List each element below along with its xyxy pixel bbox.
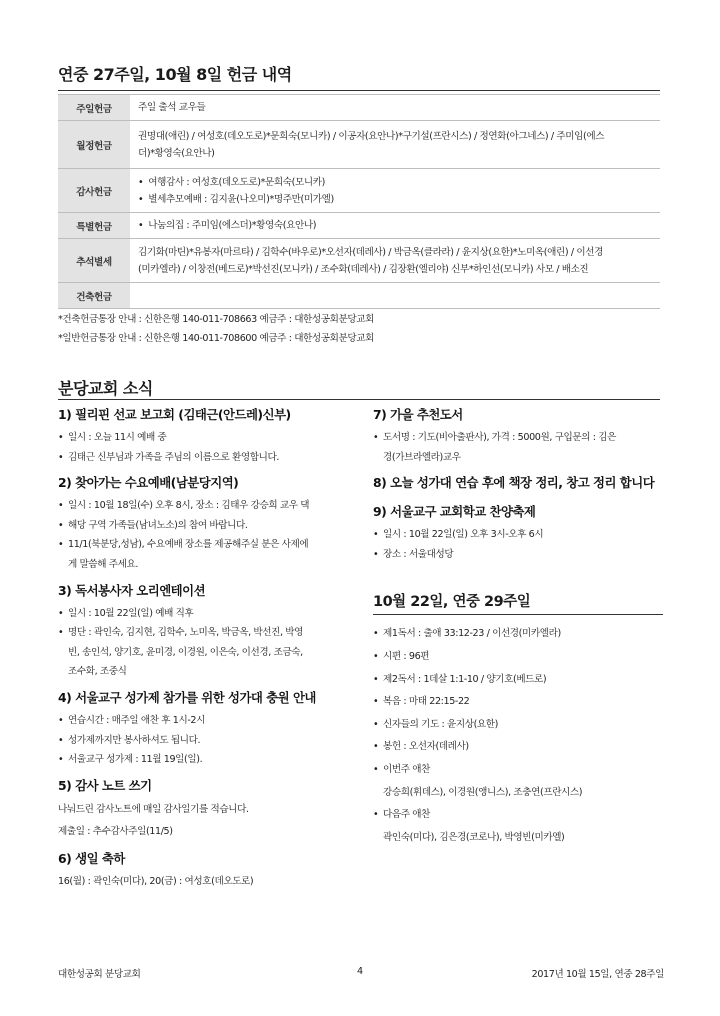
news-item xyxy=(58,405,358,467)
news-bullet: • 연습시간 : 매주일 애찬 후 1시-2시 xyxy=(58,711,358,731)
news-right-column xyxy=(373,405,663,849)
news-item-body xyxy=(58,799,358,843)
news-bullet: • 성가제까지만 봉사하셔도 됩니다. xyxy=(58,731,358,751)
news-item-title: 7) 가을 추천도서 xyxy=(373,407,463,422)
news-item xyxy=(58,776,358,843)
news-item-body xyxy=(58,496,358,574)
news-item-body xyxy=(373,525,663,564)
news-title: 분당교회 소식 xyxy=(58,379,153,398)
news-item-body xyxy=(373,428,663,467)
offering-label: 감사헌금 xyxy=(58,169,130,213)
sunday-item: • 신자들의 기도 : 윤지상(요한) xyxy=(373,714,663,737)
news-bullet-continued: 조수화, 조중식 xyxy=(68,666,127,678)
news-bullet: • 해당 구역 가족들(남녀노소)의 참여 바랍니다. xyxy=(58,516,358,536)
news-bullet: • 일시 : 10월 22일(일) 예배 직후 xyxy=(58,604,358,624)
news-item xyxy=(58,473,358,574)
offering-title-rule xyxy=(58,90,660,91)
news-bullet: • 도서명 : 기도(비아출판사), 가격 : 5000원, 구입문의 : 김은 xyxy=(373,428,663,448)
news-left-column xyxy=(58,405,358,891)
offering-row-chuseok xyxy=(58,239,660,283)
news-bullet-continued: 빈, 송인석, 양기호, 윤미경, 이경원, 이은숙, 이선경, 조금숙, xyxy=(68,646,303,658)
news-item-title: 3) 독서봉사자 오리엔테이션 xyxy=(58,582,206,598)
news-item xyxy=(58,849,358,892)
offering-label: 추석별세 xyxy=(58,239,130,283)
offering-line: 더)*황영숙(요안나) xyxy=(138,147,215,159)
offering-bullet: • 나눔의집 : 주미임(에스더)*황영숙(요안나) xyxy=(138,217,654,234)
sunday-item: • 제1독서 : 출애 33:12-23 / 이선경(미카엘라) xyxy=(373,623,663,646)
offering-value xyxy=(130,283,660,309)
news-bullet: • 일시 : 10월 18일(수) 오후 8시, 장소 : 김태우 강승희 교우 댁 xyxy=(58,496,358,516)
news-item-title: 8) 오늘 성가대 연습 후에 책장 정리, 창고 정리 합니다 xyxy=(373,475,655,491)
news-bullet: • 명단 : 곽인숙, 김지현, 김학수, 노미옥, 박금옥, 박선진, 박영 xyxy=(58,623,358,643)
offering-value xyxy=(130,121,660,169)
sunday-item: • 제2독서 : 1데살 1:1-10 / 양기호(베드로) xyxy=(373,669,663,692)
news-item xyxy=(373,405,663,467)
sunday-title: 10월 22일, 연중 29주일 xyxy=(373,594,531,611)
offering-line: 권명대(애린) / 여성호(데오도로)*문희숙(모니카) / 이공자(요안나)*구기설(프란시스) / 정연화(아그네스) / 주미임(에스 xyxy=(138,130,605,142)
news-item xyxy=(58,581,358,682)
sunday-item: • 복음 : 마태 22:15-22 xyxy=(373,691,663,714)
news-item-title: 5) 감사 노트 쓰기 xyxy=(58,777,152,793)
news-line: 나눠드린 감사노트에 매일 감사일기를 적습니다. xyxy=(58,803,249,815)
offering-label: 주일헌금 xyxy=(58,95,130,121)
offering-row-thanks xyxy=(58,169,660,213)
sunday-item: • 이번주 애찬 xyxy=(373,759,663,782)
account-notes xyxy=(58,310,374,348)
news-item xyxy=(373,473,663,491)
news-item-title: 1) 필리핀 선교 보고회 (김태근(안드레)신부) xyxy=(58,407,291,422)
footer-church-name: 대한성공회 분당교회 xyxy=(58,969,141,980)
news-bullet: • 일시 : 오늘 11시 예배 중 xyxy=(58,428,358,448)
news-bullet: • 일시 : 10월 22일(일) 오후 3시-오후 6시 xyxy=(373,525,663,545)
offering-row-sunday xyxy=(58,95,660,121)
news-line: 제출일 : 추수감사주일(11/5) xyxy=(58,825,173,837)
news-item-body xyxy=(58,872,358,892)
news-item-body xyxy=(58,711,358,770)
offering-value xyxy=(130,213,660,239)
offering-value: 주일 출석 교우들 xyxy=(130,95,660,121)
news-item-title: 6) 생일 축하 xyxy=(58,850,125,866)
sunday-item: • 다음주 애찬 xyxy=(373,804,663,827)
news-item-body xyxy=(58,428,358,467)
offering-label: 특별헌금 xyxy=(58,213,130,239)
offering-line: (미카엘라) / 이창전(베드로)*박선진(모니카) / 조수화(데레사) / 김장환(엘리야) 신부*하인선(모니카) 사모 / 배소진 xyxy=(138,263,589,275)
news-line: 16(월) : 곽인숙(미다), 20(금) : 여성호(데오도로) xyxy=(58,875,254,887)
sunday-title-rule xyxy=(373,614,663,615)
offering-row-building xyxy=(58,283,660,309)
news-title-rule xyxy=(58,399,660,400)
account-note: *건축헌금통장 안내 : 신한은행 140-011-708663 예금주 : 대한성공회분당교회 xyxy=(58,314,374,325)
sunday-subitem: 강승희(휘데스), 이경원(앵니스), 조충연(프란시스) xyxy=(383,786,583,798)
offering-value xyxy=(130,239,660,283)
offering-label: 월정헌금 xyxy=(58,121,130,169)
sunday-item: • 시편 : 96편 xyxy=(373,646,663,669)
news-item-title: 2) 찾아가는 수요예배(남분당지역) xyxy=(58,475,239,491)
offering-table xyxy=(58,94,660,309)
offering-value xyxy=(130,169,660,213)
offering-bullet: • 여행감사 : 여성호(데오도로)*문희숙(모니카) xyxy=(138,174,654,191)
news-bullet: • 11/1(북분당,성남), 수요예배 장소를 제공해주실 분은 사제에 xyxy=(58,535,358,555)
news-bullet: • 김태근 신부님과 가족을 주님의 이름으로 환영합니다. xyxy=(58,448,358,468)
news-bullet-continued: 경(가브라엘라)교우 xyxy=(383,451,461,463)
offering-label: 건축헌금 xyxy=(58,283,130,309)
news-bullet: • 장소 : 서울대성당 xyxy=(373,545,663,565)
news-bullet: • 서울교구 성가제 : 11월 19일(일). xyxy=(58,750,358,770)
sunday-item: • 봉헌 : 오선자(데레사) xyxy=(373,736,663,759)
news-item-body xyxy=(58,604,358,682)
news-item xyxy=(58,688,358,770)
footer-date: 2017년 10월 15일, 연중 28주일 xyxy=(531,969,664,980)
news-item-title: 4) 서울교구 성가제 참가를 위한 성가대 충원 안내 xyxy=(58,689,316,705)
footer-page-number: 4 xyxy=(357,966,363,977)
news-bullet-continued: 게 말씀해 주세요. xyxy=(68,558,139,570)
sunday-list xyxy=(373,623,663,849)
offering-row-monthly xyxy=(58,121,660,169)
offering-bullet: • 별세추모예배 : 김지윤(나오미)*명주만(미가엘) xyxy=(138,191,654,208)
account-note: *일반헌금통장 안내 : 신한은행 140-011-708600 예금주 : 대한성공회분당교회 xyxy=(58,333,374,344)
news-item xyxy=(373,502,663,564)
sunday-subitem: 곽인숙(미다), 김은경(코로나), 박영빈(미카엘) xyxy=(383,831,565,843)
offering-title: 연중 27주일, 10월 8일 헌금 내역 xyxy=(58,65,292,84)
offering-line: 김기화(마틴)*유봉자(마르타) / 김학수(바우로)*오선자(데레사) / 박금옥(클라라) / 윤지상(요한)*노미옥(애린) / 이선경 xyxy=(138,246,603,258)
offering-row-special xyxy=(58,213,660,239)
news-item-title: 9) 서울교구 교회학교 찬양축제 xyxy=(373,504,536,520)
